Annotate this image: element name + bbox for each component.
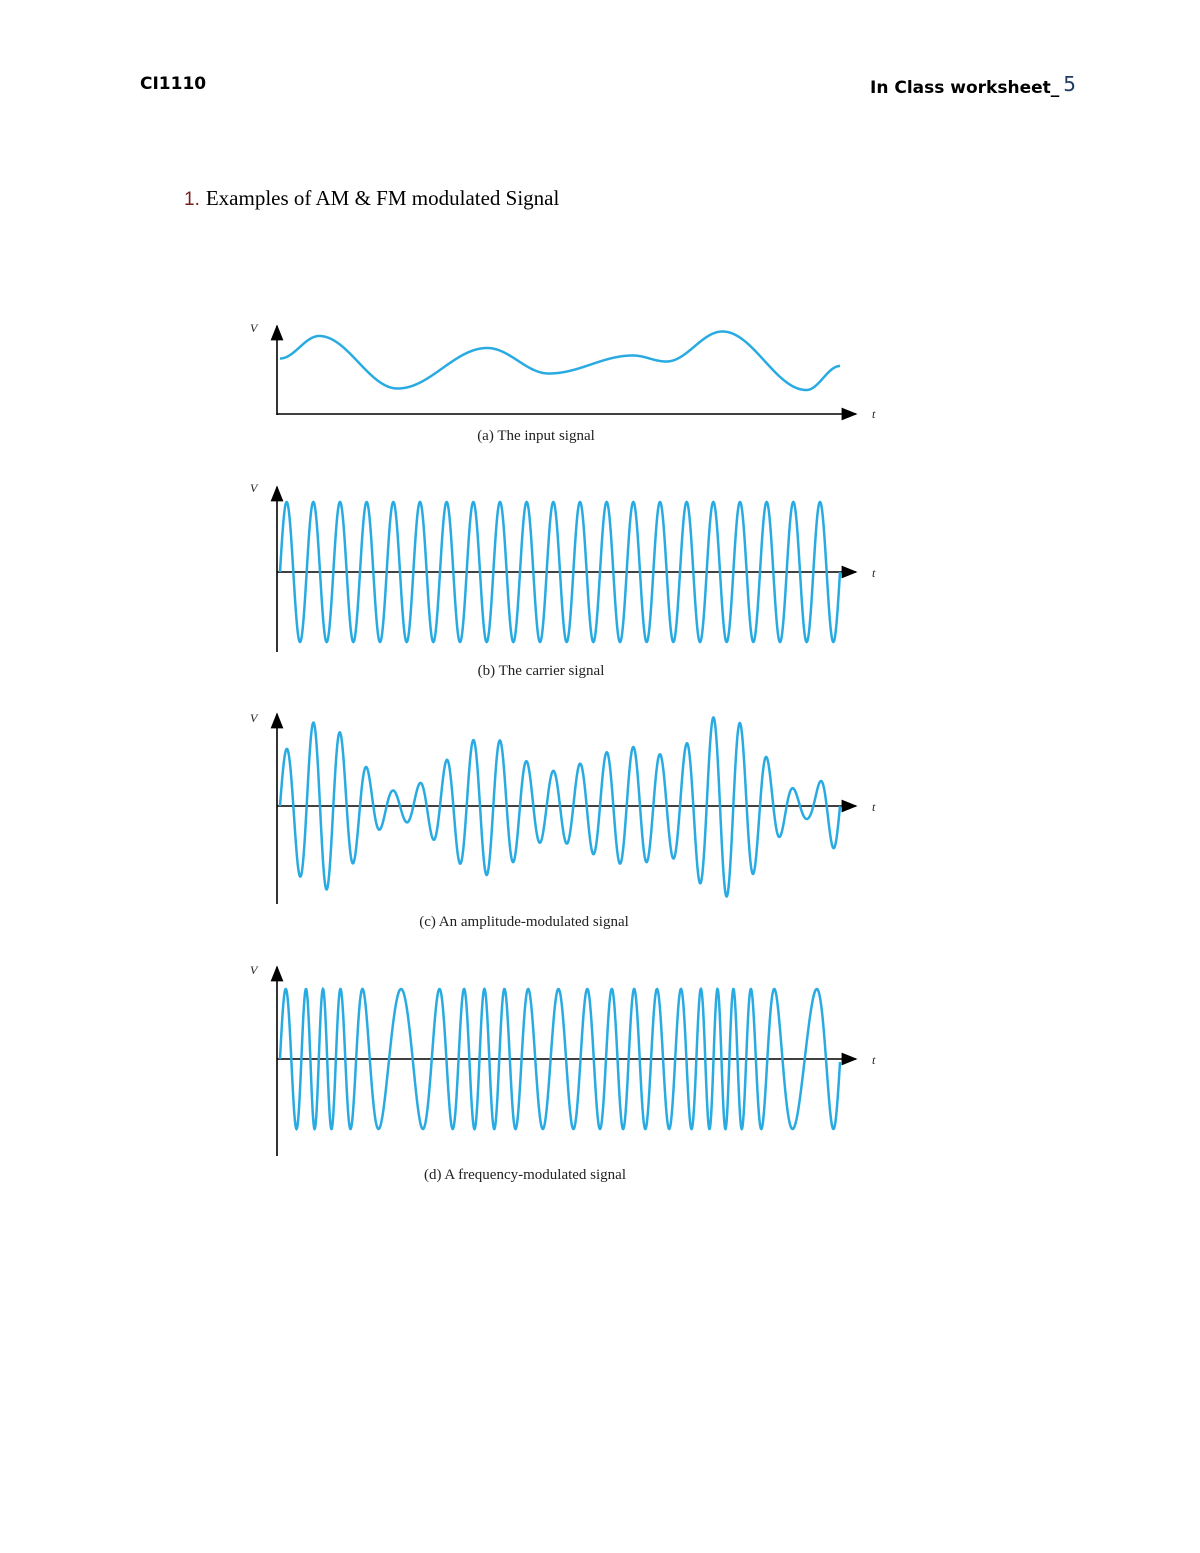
x-axis-label: t <box>872 800 876 814</box>
figure-input-signal <box>250 321 876 444</box>
caption-c: (c) An amplitude-modulated signal <box>419 914 629 930</box>
y-axis-label: V <box>250 711 258 725</box>
input-signal-wave <box>280 332 840 391</box>
question-number: 1. <box>184 189 200 210</box>
x-axis-label: t <box>872 566 876 580</box>
caption-a: (a) The input signal <box>477 428 595 444</box>
x-axis-label: t <box>872 407 876 421</box>
y-axis-label: V <box>250 321 258 335</box>
y-axis-label: V <box>250 963 258 977</box>
figure-am-signal <box>250 711 876 930</box>
course-code: CI1110 <box>140 74 207 94</box>
caption-b: (b) The carrier signal <box>477 663 605 679</box>
question-text: Examples of AM & FM modulated Signal <box>205 186 560 210</box>
caption-d: (d) A frequency-modulated signal <box>423 1167 627 1183</box>
am-signal-wave <box>280 718 840 897</box>
y-axis-label: V <box>250 481 258 495</box>
figure-carrier-signal <box>250 481 876 679</box>
worksheet-title-text: In Class worksheet_ <box>870 78 1060 98</box>
figure-fm-signal <box>250 963 876 1183</box>
worksheet-number: 5 <box>1063 72 1076 96</box>
x-axis-label: t <box>872 1053 876 1067</box>
